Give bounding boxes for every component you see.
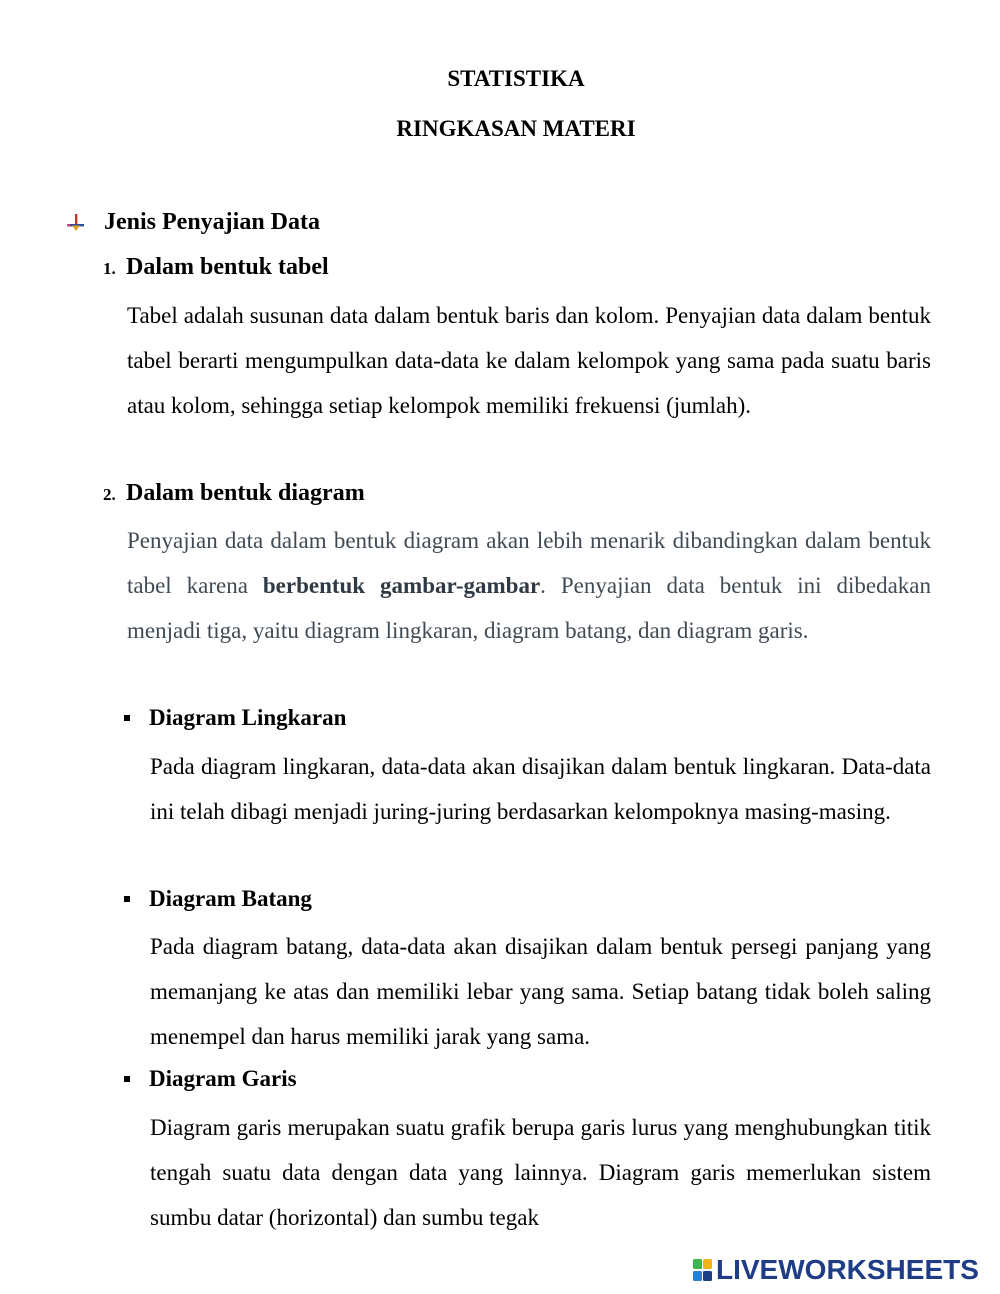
list-number: 2. (103, 485, 116, 504)
logo-text: LIVEWORKSHEETS (716, 1254, 979, 1285)
list-number: 1. (103, 259, 116, 278)
square-bullet-icon (124, 1076, 130, 1082)
sub-item-pie (124, 705, 346, 731)
sub-item-line (124, 1066, 297, 1092)
list-heading: Dalam bentuk tabel (126, 254, 329, 280)
paragraph-text: Penyajian data dalam bentuk diagram akan lebih menarik dibandingkan dalam bentuk tabel karena (127, 528, 931, 598)
section-heading (66, 209, 320, 236)
list-item-diagram (103, 480, 365, 507)
paragraph-line: Diagram garis merupakan suatu grafik berupa garis lurus yang menghubungkan titik tengah suatu data dengan data yang lainnya. Diagram garis memerlukan sistem sumbu datar (horizontal) dan sumbu tegak (150, 1115, 931, 1230)
liveworksheets-logo-icon (692, 1258, 714, 1282)
section-heading-text: Jenis Penyajian Data (104, 209, 320, 235)
paragraph-diagram (127, 518, 931, 653)
square-bullet-icon (124, 896, 130, 902)
sub-item-heading: Diagram Batang (149, 886, 312, 911)
page-title: STATISTIKA (447, 66, 585, 91)
liveworksheets-logo[interactable] (692, 1254, 979, 1286)
bold-text: berbentuk gambar-gambar (262, 573, 541, 598)
paragraph-pie: Pada diagram lingkaran, data-data akan disajikan dalam bentuk lingkaran. Data-data ini telah dibagi menjadi juring-juring berdasarkan kelompoknya masing-masing. (150, 754, 931, 824)
paragraph-text: . Penyajian data bentuk ini dibedakan menjadi tiga, yaitu diagram lingkaran, diagram batang, dan diagram garis. (127, 573, 931, 643)
sub-item-heading: Diagram Lingkaran (149, 705, 347, 730)
list-heading: Dalam bentuk diagram (126, 480, 365, 506)
list-item-table (103, 254, 329, 281)
page-subtitle: RINGKASAN MATERI (396, 116, 636, 141)
arrow-down-bullet-icon (66, 213, 86, 233)
paragraph-bar: Pada diagram batang, data-data akan disajikan dalam bentuk persegi panjang yang memanjang ke atas dan memiliki lebar yang sama. Setiap batang tidak boleh saling menempel dan harus memiliki jarak yang sama. (150, 934, 931, 1049)
sub-item-bar (124, 886, 312, 912)
paragraph-table: Tabel adalah susunan data dalam bentuk baris dan kolom. Penyajian data dalam bentuk tabel berarti mengumpulkan data-data ke dalam kelompok yang sama pada suatu baris atau kolom, sehingga setiap kelompok memiliki frekuensi (jumlah). (127, 303, 931, 418)
sub-item-heading: Diagram Garis (149, 1066, 297, 1091)
square-bullet-icon (124, 715, 130, 721)
